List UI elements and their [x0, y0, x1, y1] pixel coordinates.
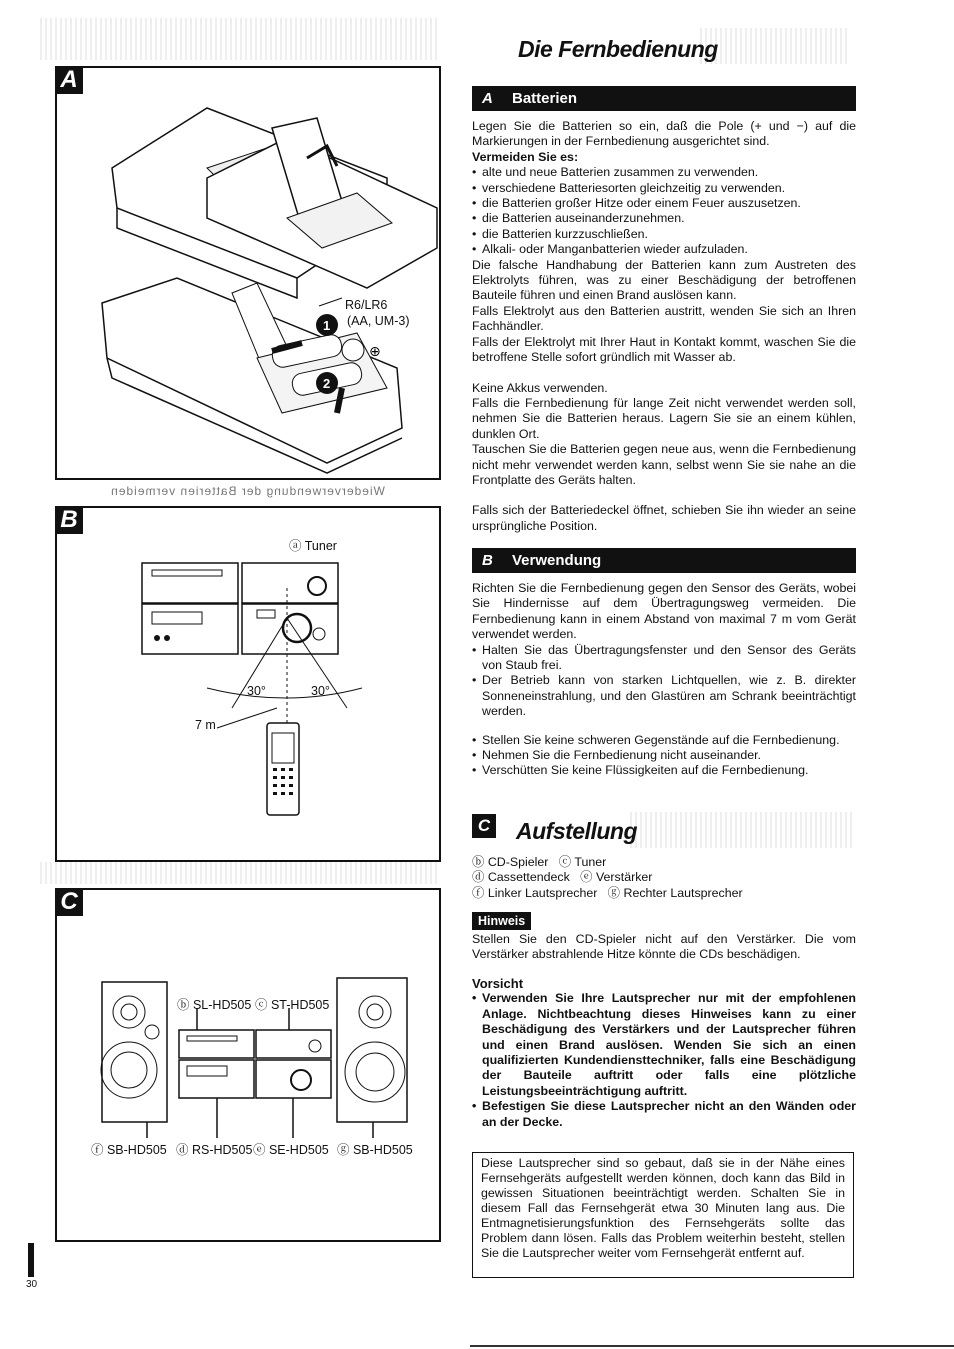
label-sb-hd505-right: ⓖ SB-HD505 — [337, 1143, 413, 1157]
battery-para-6: Tauschen Sie die Batterien gegen neue aus, wenn die Fernbedienung nicht mehr verwendet werden kann, selbst wenn Sie sie nahe an die Frontplatte des Geräts halten. — [472, 442, 856, 487]
system-setup-illustration — [57, 890, 437, 1240]
spacer — [472, 720, 856, 733]
section-c-legend — [472, 855, 856, 901]
list-item: • die Batterien großer Hitze oder einem Feuer auszusetzen. — [472, 196, 856, 211]
label-se-hd505: ⓔ SE-HD505 — [253, 1143, 329, 1157]
hinweis-badge — [472, 912, 531, 930]
section-b-heading: Verwendung — [512, 552, 602, 569]
figure-b-panel — [55, 506, 441, 862]
battery-para-5: Falls die Fernbedienung für lange Zeit nicht verwendet werden soll, nehmen Sie die Batterien heraus. Lagern Sie sie an einem kühlen, dunklen Ort. — [472, 395, 856, 441]
figure-b-letter: B — [55, 506, 83, 534]
svg-text:⊕: ⊕ — [369, 344, 381, 360]
usage-list-1 — [472, 643, 856, 720]
figure-c-letter: C — [55, 888, 83, 916]
list-item: • die Batterien kurzzuschließen. — [472, 227, 856, 242]
battery-size-label: (AA, UM-3) — [347, 314, 410, 328]
section-c-letter: C — [477, 816, 491, 835]
tv-notice-box: Diese Lautsprecher sind so gebaut, daß sie in der Nähe eines Fernsehgeräts aufgestellt werden können, doch kann das Bild in gewissen Situationen beeinträchtigt werden. Schalten Sie in diesem Fall das Fernsehgerät etwa 30 Minuten lang aus. Die Entmagnetisierungsfunktion des Fernsehgeräts sollte das Problem dann lösen. Falls das Problem weiterhin besteht, stellen Sie die Lautsprecher weiter vom Fernsehgerät entfernt auf. — [472, 1152, 854, 1278]
list-item: • Der Betrieb kann von starken Lichtquellen, wie z. B. direkter Sonneneinstrahlung, und den Glastüren am Schrank beeinträchtigt werden. — [472, 673, 856, 719]
section-a-heading: Batterien — [512, 90, 578, 107]
list-item: • die Batterien auseinanderzunehmen. — [472, 211, 856, 226]
label-sb-hd505-left: ⓕ SB-HD505 — [91, 1143, 167, 1157]
list-item: • verschiedene Batteriesorten gleichzeitig zu verwenden. — [472, 181, 856, 196]
tuner-label: ⓐ Tuner — [289, 539, 337, 553]
list-item: • alte und neue Batterien zusammen zu verwenden. — [472, 165, 856, 180]
section-c-heading: Aufstellung — [516, 818, 637, 844]
section-b-header — [472, 548, 856, 573]
section-a-header — [472, 86, 856, 111]
remote-battery-illustration — [57, 68, 437, 476]
usage-list-2 — [472, 733, 856, 779]
battery-intro: Legen Sie die Batterien so ein, daß die Pole (+ und −) auf die Markierungen in der Fernbedienung ausgerichtet sind. — [472, 119, 856, 149]
vorsicht-heading: Vorsicht — [472, 976, 524, 991]
page-marker-bar — [28, 1243, 34, 1277]
avoid-list — [472, 165, 856, 257]
battery-para-3: Falls der Elektrolyt mit Ihrer Haut in Kontakt kommt, waschen Sie die betroffene Stelle sofort gründlich mit Wasser ab. — [472, 334, 856, 365]
page-title: Die Fernbedienung — [518, 36, 718, 62]
list-item: • Befestigen Sie diese Lautsprecher nicht an den Wänden oder an der Decke. — [472, 1099, 856, 1130]
figure-a-letter: A — [55, 66, 83, 94]
spacer — [472, 488, 856, 503]
vorsicht-body — [472, 976, 856, 1130]
page-number: 30 — [26, 1279, 38, 1290]
battery-para-4: Keine Akkus verwenden. — [472, 380, 608, 395]
angle-left-label: 30° — [247, 684, 266, 698]
hinweis-label: Hinweis — [472, 912, 531, 930]
angle-right-label: 30° — [311, 684, 330, 698]
section-b-body — [472, 581, 856, 779]
bottom-rule — [470, 1345, 954, 1347]
scan-noise-c — [630, 812, 855, 848]
hinweis-text: Stellen Sie den CD-Spieler nicht auf den Verstärker. Die vom Verstärker abstrahlende Hitze könnte die CDs beschädigen. — [472, 932, 856, 962]
legend-line-1: ⓑ CD-Spieler ⓒ Tuner — [472, 855, 607, 869]
section-a-letter: A — [482, 90, 493, 107]
distance-label: 7 m — [195, 718, 216, 732]
figure-a-panel — [55, 66, 441, 480]
list-item: • Stellen Sie keine schweren Gegenstände auf die Fernbedienung. — [472, 733, 856, 748]
label-rs-hd505: ⓓ RS-HD505 — [176, 1143, 253, 1157]
list-item: • Verschütten Sie keine Flüssigkeiten auf die Fernbedienung. — [472, 763, 856, 778]
list-item: • Nehmen Sie die Fernbedienung nicht auseinander. — [472, 748, 856, 763]
remote-range-diagram — [57, 508, 437, 858]
battery-para-1: Die falsche Handhabung der Batterien kann zum Austreten des Elektrolyts führen, was zu einer Beschädigung der betroffenen Bauteile führen und einen Brand auslösen kann. — [472, 257, 856, 303]
scan-noise-title — [700, 28, 850, 64]
mirrored-text: Wiederverwendung der Batterien vermeiden — [110, 484, 385, 498]
section-a-body — [472, 119, 856, 534]
label-st-hd505: ⓒ ST-HD505 — [255, 998, 330, 1012]
legend-line-2: ⓓ Cassettendeck ⓔ Verstärker — [472, 870, 653, 885]
usage-intro: Richten Sie die Fernbedienung gegen den Sensor des Geräts, wobei Sie Hindernisse auf dem Übertragungsweg vermeiden. Die Fernbedienung kann in einem Abstand von maximal 7 m vom Gerät verwendet werden. — [472, 581, 856, 642]
step-1-marker: 1 — [323, 318, 331, 333]
section-b-letter: B — [482, 552, 493, 569]
avoid-heading: Vermeiden Sie es: — [472, 149, 579, 164]
list-item: • Alkali- oder Manganbatterien wieder aufzuladen. — [472, 242, 856, 257]
figure-c-panel — [55, 888, 441, 1242]
battery-para-2: Falls Elektrolyt aus den Batterien austritt, wenden Sie sich an Ihren Fachhändler. — [472, 303, 856, 334]
vorsicht-list — [472, 991, 856, 1130]
step-2-marker: 2 — [323, 376, 331, 391]
battery-para-7: Falls sich der Batteriedeckel öffnet, schieben Sie ihn wieder an seine ursprüngliche Position. — [472, 503, 856, 533]
label-sl-hd505: ⓑ SL-HD505 — [177, 998, 252, 1012]
section-c-letter-box — [472, 814, 496, 838]
list-item: • Halten Sie das Übertragungsfenster und den Sensor des Geräts von Staub frei. — [472, 643, 856, 674]
spacer — [472, 366, 856, 381]
scan-noise-top — [40, 18, 440, 60]
scan-noise-mid — [40, 862, 440, 884]
list-item: • Verwenden Sie Ihre Lautsprecher nur mit der empfohlenen Anlage. Nichtbeachtung dieses Hinweises kann zu einer Beschädigung des Verstärkers und der Lautsprecher führen und einen Brand auslösen. Wenden Sie sich an einen qualifizierten Kundendiensttechniker, falls eine Beschädigung der Bauteile auftritt oder falls eine plötzliche Leistungsbeeinträchtigung auftritt. — [472, 991, 856, 1099]
hinweis-body — [472, 932, 856, 963]
legend-line-3: ⓕ Linker Lautsprecher ⓖ Rechter Lautsprecher — [472, 885, 743, 900]
battery-type-label: R6/LR6 — [345, 298, 388, 312]
